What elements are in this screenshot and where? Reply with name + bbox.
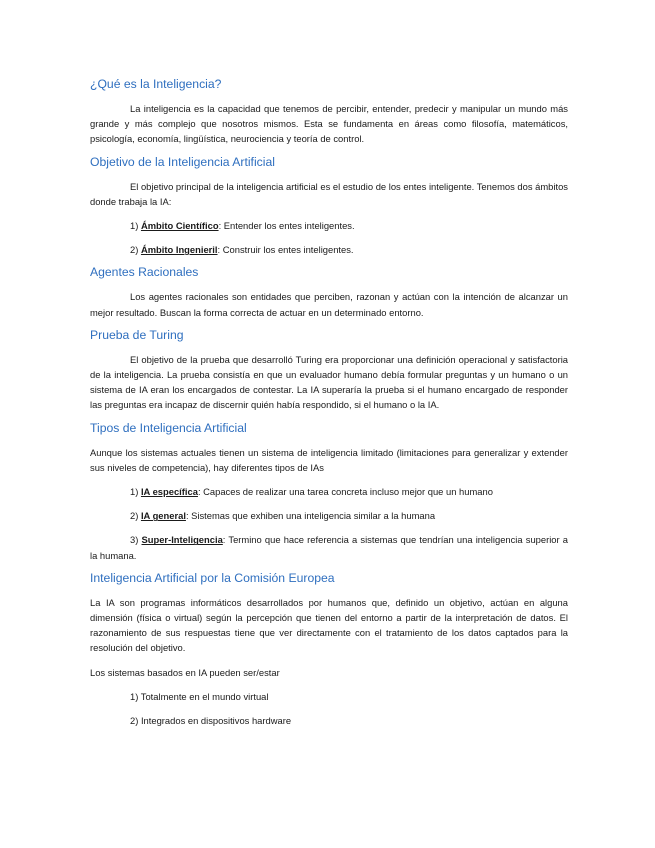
list-item-number: 1) (130, 486, 139, 498)
heading-que-es-la-inteligencia: ¿Qué es la Inteligencia? (90, 77, 222, 91)
paragraph-tipos-ia: Aunque los sistemas actuales tienen un sistema de inteligencia limitado (limitaciones para generalizar y extender sus niveles de competencia), hay diferentes tipos de IAs (90, 446, 568, 473)
list-item-text: : Construir los entes inteligentes. (217, 244, 354, 256)
document-content (90, 77, 568, 728)
heading-objetivo-ia: Objetivo de la Inteligencia Artificial (90, 154, 275, 169)
list-item-text: : Capaces de realizar una tarea concreta incluso mejor que un humano (197, 486, 493, 498)
list-item (90, 484, 568, 499)
list-item-text: Totalmente en el mundo virtual (140, 690, 269, 702)
list-item (90, 532, 568, 562)
list-item (90, 689, 568, 704)
list-item-text: : Termino que hace referencia a sistemas que tendrían una inteligencia superior a la humana. (90, 534, 569, 561)
list-item-term: Super-Inteligencia (141, 534, 223, 546)
list-item-text: : Sistemas que exhiben una inteligencia similar a la humana (185, 510, 436, 522)
heading-tipos-ia: Tipos de Inteligencia Artificial (90, 420, 247, 435)
list-item-number: 2) (130, 244, 139, 256)
paragraph-inteligencia: La inteligencia es la capacidad que tenemos de percibir, entender, predecir y manipular un mundo más grande y más complejo que nosotros mismos. Esta se fundamenta en áreas como filosofía, matemáticos, psicología, economía, lingüística, neurociencia y teoría de control. (90, 103, 568, 145)
paragraph-ia-comision-europea: La IA son programas informáticos desarrollados por humanos que, definido un objetivo, actúan en alguna dimensión (física o virtual) según la percepción que tienen del entorno a partir de la interpretación de datos. El razonamiento de sus respuestas tiene que ver directamente con el tratamiento de los datos captados para la resolución del objetivo. (90, 596, 568, 654)
list-item-text: Integrados en dispositivos hardware (140, 715, 292, 727)
list-item-number: 1) (130, 220, 139, 232)
list-item-number: 1) (130, 690, 139, 702)
list-item-term: IA específica (140, 486, 198, 498)
paragraph-prueba-de-turing: El objetivo de la prueba que desarrolló Turing era proporcionar una definición operacional y satisfactoria de la inteligencia. La prueba consistía en que un evaluador humano debía formular preguntas y un humano o un sistema de IA eran los encargados de contestar. La IA superaría la prueba si el humano encargado de responder las preguntas era incapaz de discernir quién había respondido, si el humano o la IA. (90, 353, 568, 411)
heading-prueba-de-turing: Prueba de Turing (90, 327, 184, 342)
heading-ia-comision-europea: Inteligencia Artificial por la Comisión Europea (90, 570, 335, 585)
list-item (90, 242, 568, 257)
list-item-term: Ámbito Ingenieril (140, 244, 218, 256)
paragraph-sistemas-basados: Los sistemas basados en IA pueden ser/estar (90, 666, 280, 678)
heading-agentes-racionales: Agentes Racionales (90, 265, 199, 280)
list-item (90, 218, 568, 233)
list-item-number: 2) (130, 510, 139, 522)
paragraph-objetivo-ia: El objetivo principal de la inteligencia artificial es el estudio de los entes inteligente. Tenemos dos ámbitos donde trabaja la IA: (90, 180, 568, 207)
list-item-number: 2) (130, 715, 139, 727)
paragraph-agentes-racionales: Los agentes racionales son entidades que perciben, razonan y actúan con la intención de alcanzar un mejor resultado. Buscan la forma correcta de actuar en un determinado entorno. (90, 291, 568, 318)
list-item-term: IA general (140, 510, 186, 522)
list-item (90, 508, 568, 523)
list-item-number: 3) (130, 534, 139, 546)
list-item-term: Ámbito Científico (140, 220, 219, 232)
list-item-text: : Entender los entes inteligentes. (218, 220, 355, 232)
list-item (90, 713, 568, 728)
